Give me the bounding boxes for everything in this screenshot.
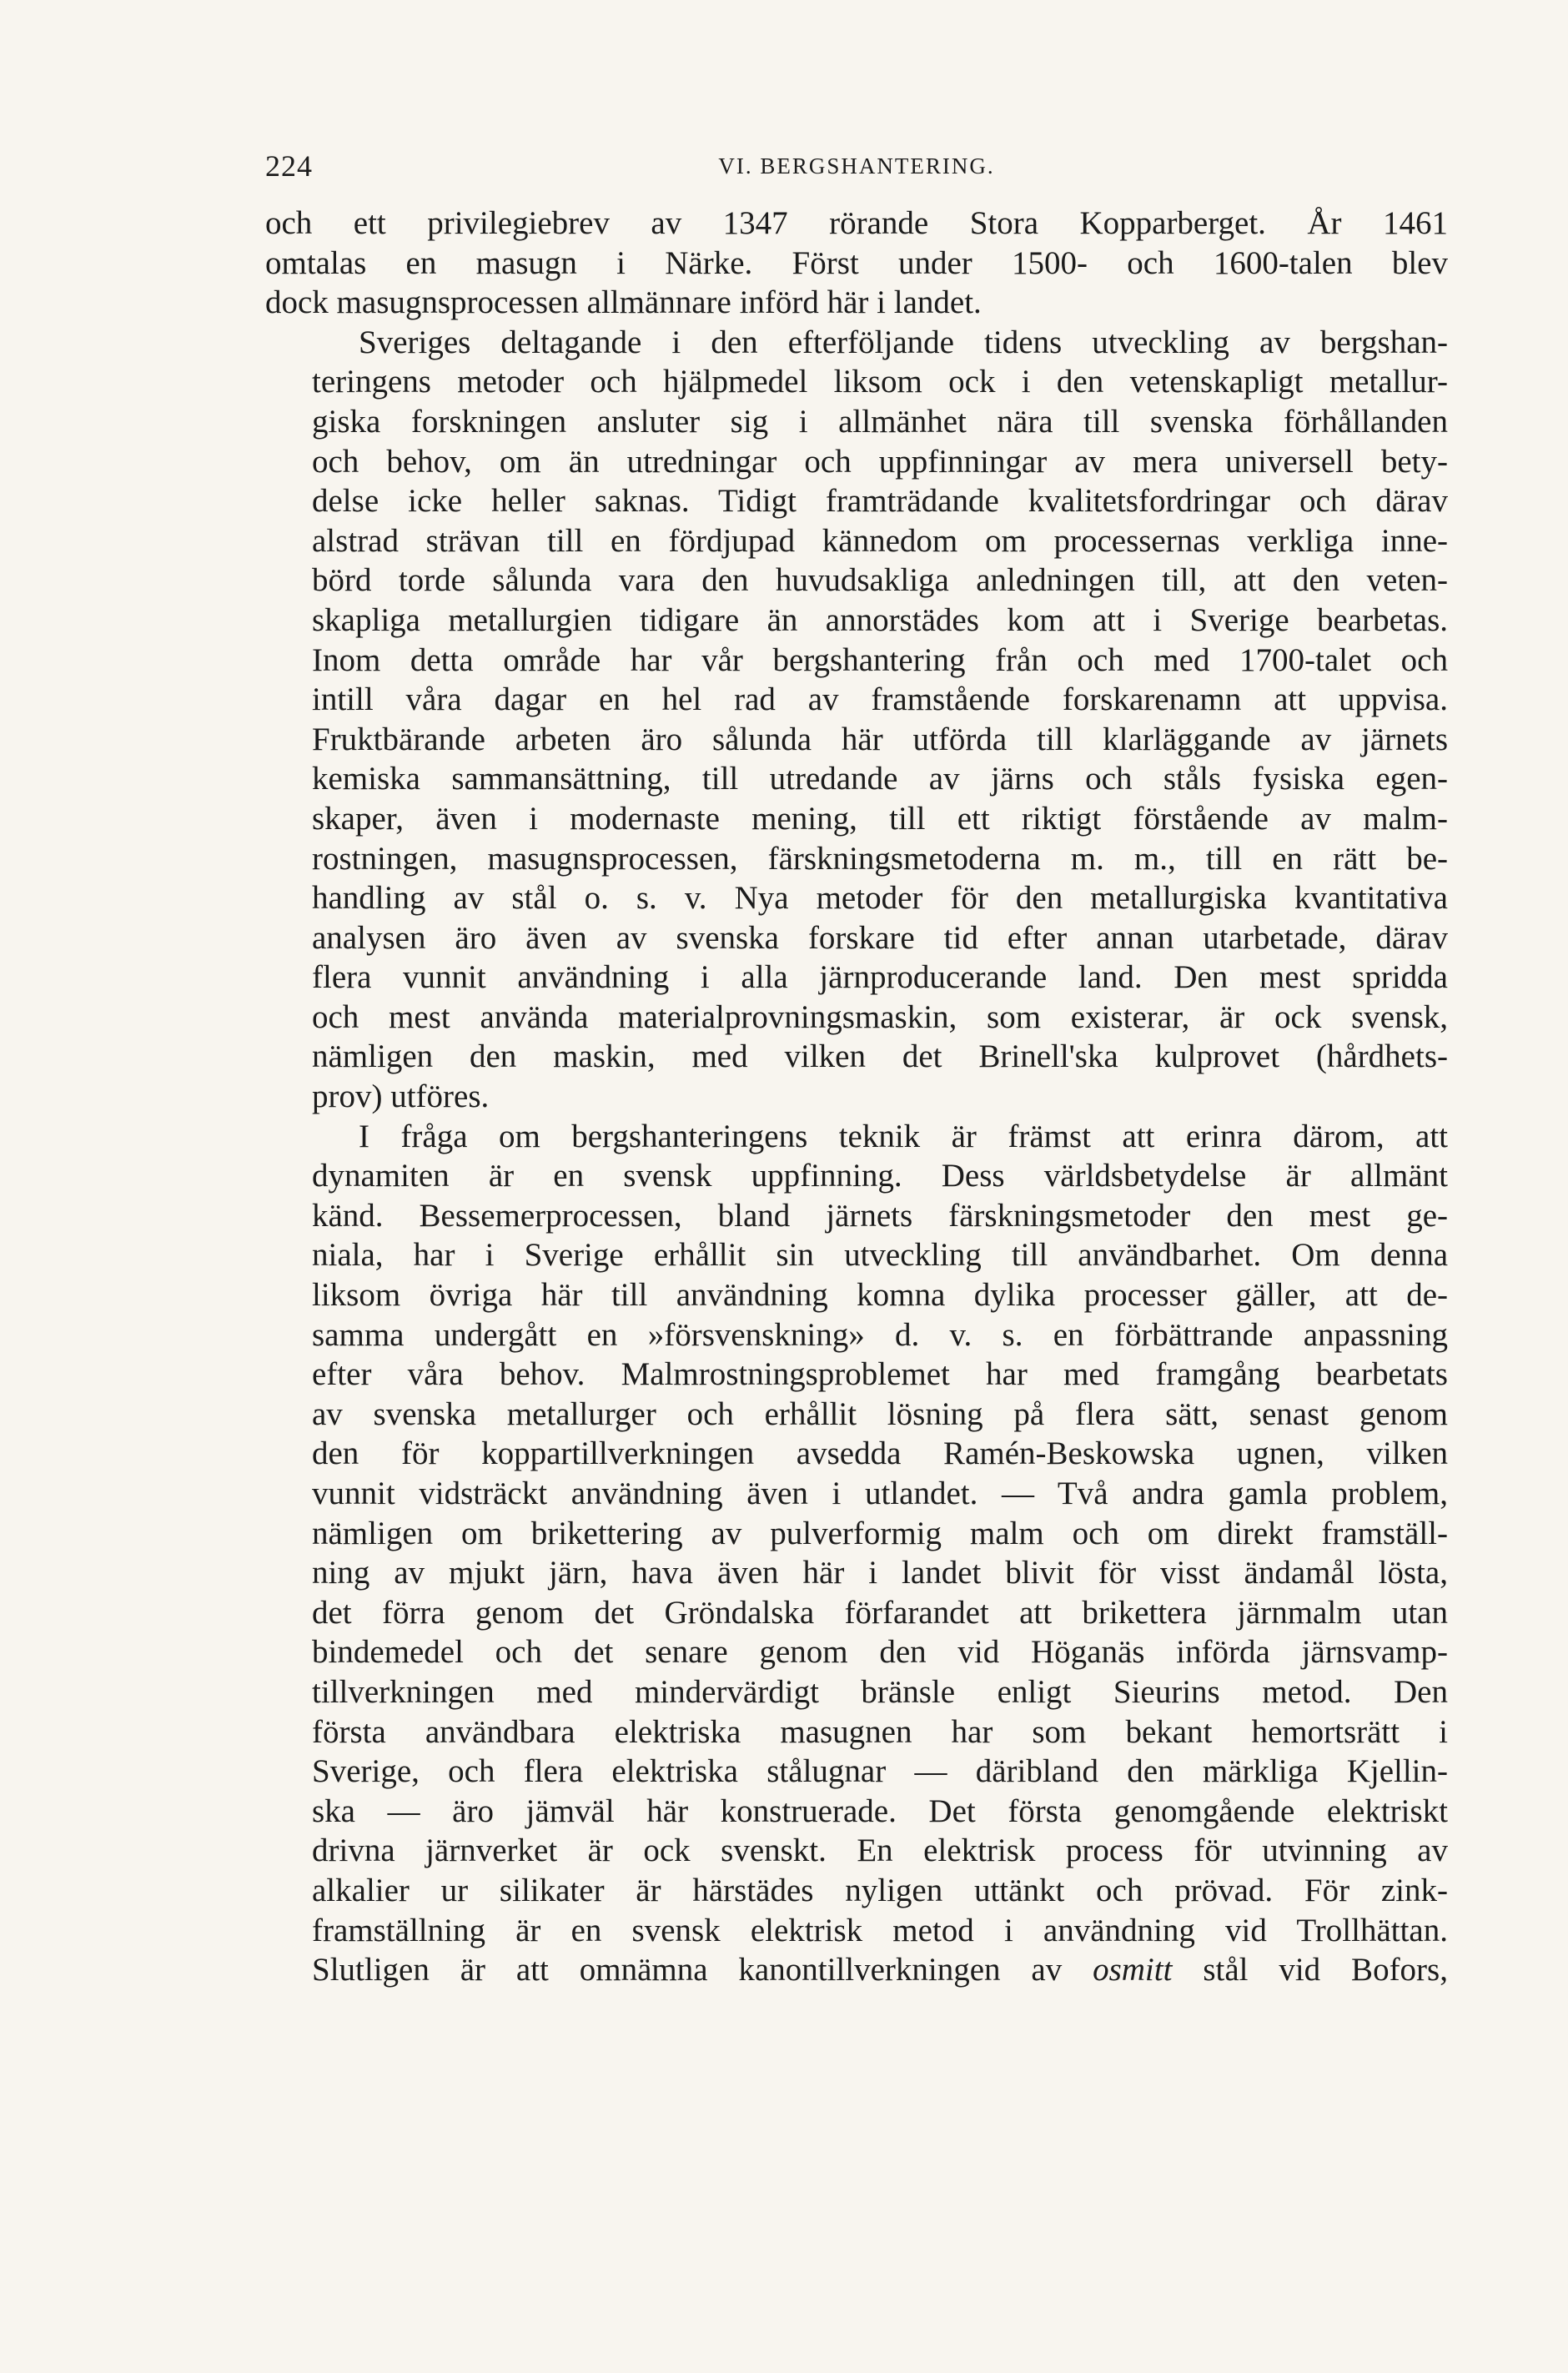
text-line: vunnit vidsträckt användning även i utlandet. — Två andra gamla problem, xyxy=(312,1476,1448,1511)
paragraph xyxy=(265,323,1448,1117)
text-segment: stål vid Bofors, xyxy=(1172,1952,1448,1988)
text-line: Sveriges deltagande i den efterföljande tidens utveckling av bergshan- xyxy=(359,324,1448,360)
text-line: flera vunnit användning i alla järnproducerande land. Den mest spridda xyxy=(312,959,1448,996)
text-line: rostningen, masugnsprocessen, färskningsmetoderna m. m., till en rätt be- xyxy=(312,840,1448,877)
text-line: nämligen om brikettering av pulverformig malm och om direkt framställ- xyxy=(312,1515,1448,1551)
text-line: analysen äro även av svenska forskare tid efter annan utarbetade, därav xyxy=(312,919,1448,956)
text-line: det förra genom det Gröndalska förfarandet att brikettera järnmalm utan xyxy=(312,1594,1448,1631)
text-line: Inom detta område har vår bergshantering från och med 1700-talet och xyxy=(312,641,1448,678)
text-line: alkalier ur silikater är härstädes nyligen uttänkt och prövad. För zink- xyxy=(312,1872,1448,1908)
text-line: ning av mjukt järn, hava även här i landet blivit för visst ändamål lösta, xyxy=(312,1555,1448,1591)
text-line: framställning är en svensk elektrisk metod i användning vid Trollhättan. xyxy=(312,1912,1448,1948)
text-line: skaper, även i modernaste mening, till ett riktigt förstående av malm- xyxy=(312,800,1448,837)
text-line: nämligen den maskin, med vilken det Brinell'ska kulprovet (hårdhets- xyxy=(312,1038,1448,1075)
text-line: bindemedel och det senare genom den vid Höganäs införda järnsvamp- xyxy=(312,1634,1448,1671)
text-line: känd. Bessemerprocessen, bland järnets färskningsmetoder den mest ge- xyxy=(312,1197,1448,1234)
text-line: giska forskningen ansluter sig i allmänhet nära till svenska förhållanden xyxy=(312,403,1448,440)
running-head: VI. BERGSHANTERING. xyxy=(718,153,995,178)
text-line: prov) utföres. xyxy=(312,1078,490,1115)
text-line: den för koppartillverkningen avsedda Ramén-Beskowska ugnen, vilken xyxy=(312,1435,1448,1472)
text-line: kemiska sammansättning, till utredande av järns och ståls fysiska egen- xyxy=(312,761,1448,797)
text-line xyxy=(265,1950,1448,1990)
text-line: handling av stål o. s. v. Nya metoder för den metallurgiska kvantitativa xyxy=(312,880,1448,917)
text-line: liksom övriga här till användning komna dylika processer gäller, att de- xyxy=(312,1277,1448,1314)
text-line: och ett privilegiebrev av 1347 rörande Stora Kopparberget. År 1461 xyxy=(265,205,1448,241)
text-line: niala, har i Sverige erhållit sin utveckling till användbarhet. Om denna xyxy=(312,1237,1448,1274)
italic-word: osmitt xyxy=(1093,1952,1173,1988)
text-line: av svenska metallurger och erhållit lösning på flera sätt, senast genom xyxy=(312,1395,1448,1432)
text-line: delse icke heller saknas. Tidigt framträdande kvalitetsfordringar och därav xyxy=(312,483,1448,520)
text-line: efter våra behov. Malmrostningsproblemet har med framgång bearbetats xyxy=(312,1356,1448,1393)
text-line: intill våra dagar en hel rad av framstående forskarenamn att uppvisa. xyxy=(312,681,1448,718)
paragraph xyxy=(265,1117,1448,1990)
text-line: skapliga metallurgien tidigare än annorstädes kom att i Sverige bearbetas. xyxy=(312,601,1448,638)
text-line: och mest använda materialprovningsmaskin, som existerar, är ock svensk, xyxy=(312,998,1448,1035)
text-line: tillverkningen med mindervärdigt bränsle enligt Sieurins metod. Den xyxy=(312,1673,1448,1710)
text-line: och behov, om än utredningar och uppfinningar av mera universell bety- xyxy=(312,443,1448,480)
text-line: dynamiten är en svensk uppfinning. Dess världsbetydelse är allmänt xyxy=(312,1158,1448,1194)
text-line: första användbara elektriska masugnen har som bekant hemortsrätt i xyxy=(312,1713,1448,1750)
text-line: börd torde sålunda vara den huvudsakliga anledningen till, att den veten- xyxy=(312,562,1448,599)
text-line: drivna järnverket är ock svenskt. En elektrisk process för utvinning av xyxy=(312,1833,1448,1869)
text-line: Fruktbärande arbeten äro sålunda här utförda till klarläggande av järnets xyxy=(312,721,1448,757)
text-line: Sverige, och flera elektriska stålugnar — däribland den märkliga Kjellin- xyxy=(312,1753,1448,1790)
text-line: omtalas en masugn i Närke. Först under 1500- och 1600-talen blev xyxy=(265,244,1448,281)
text-segment: Slutligen är att omnämna kanontillverkningen av xyxy=(312,1952,1093,1988)
body-text xyxy=(265,204,1448,1990)
paragraph xyxy=(265,204,1448,323)
page-number: 224 xyxy=(265,149,313,183)
text-line: teringens metoder och hjälpmedel liksom ock i den vetenskapligt metallur- xyxy=(312,364,1448,400)
text-line: I fråga om bergshanteringens teknik är främst att erinra därom, att xyxy=(359,1118,1448,1154)
text-line: samma undergått en »försvenskning» d. v. s. en förbättrande anpassning xyxy=(312,1316,1448,1353)
text-line: ska — äro jämväl här konstruerade. Det första genomgående elektriskt xyxy=(312,1792,1448,1829)
page-header xyxy=(265,148,1448,190)
text-line: alstrad strävan till en fördjupad kännedom om processernas verkliga inne- xyxy=(312,522,1448,559)
text-line: dock masugnsprocessen allmännare införd här i landet. xyxy=(265,284,982,321)
